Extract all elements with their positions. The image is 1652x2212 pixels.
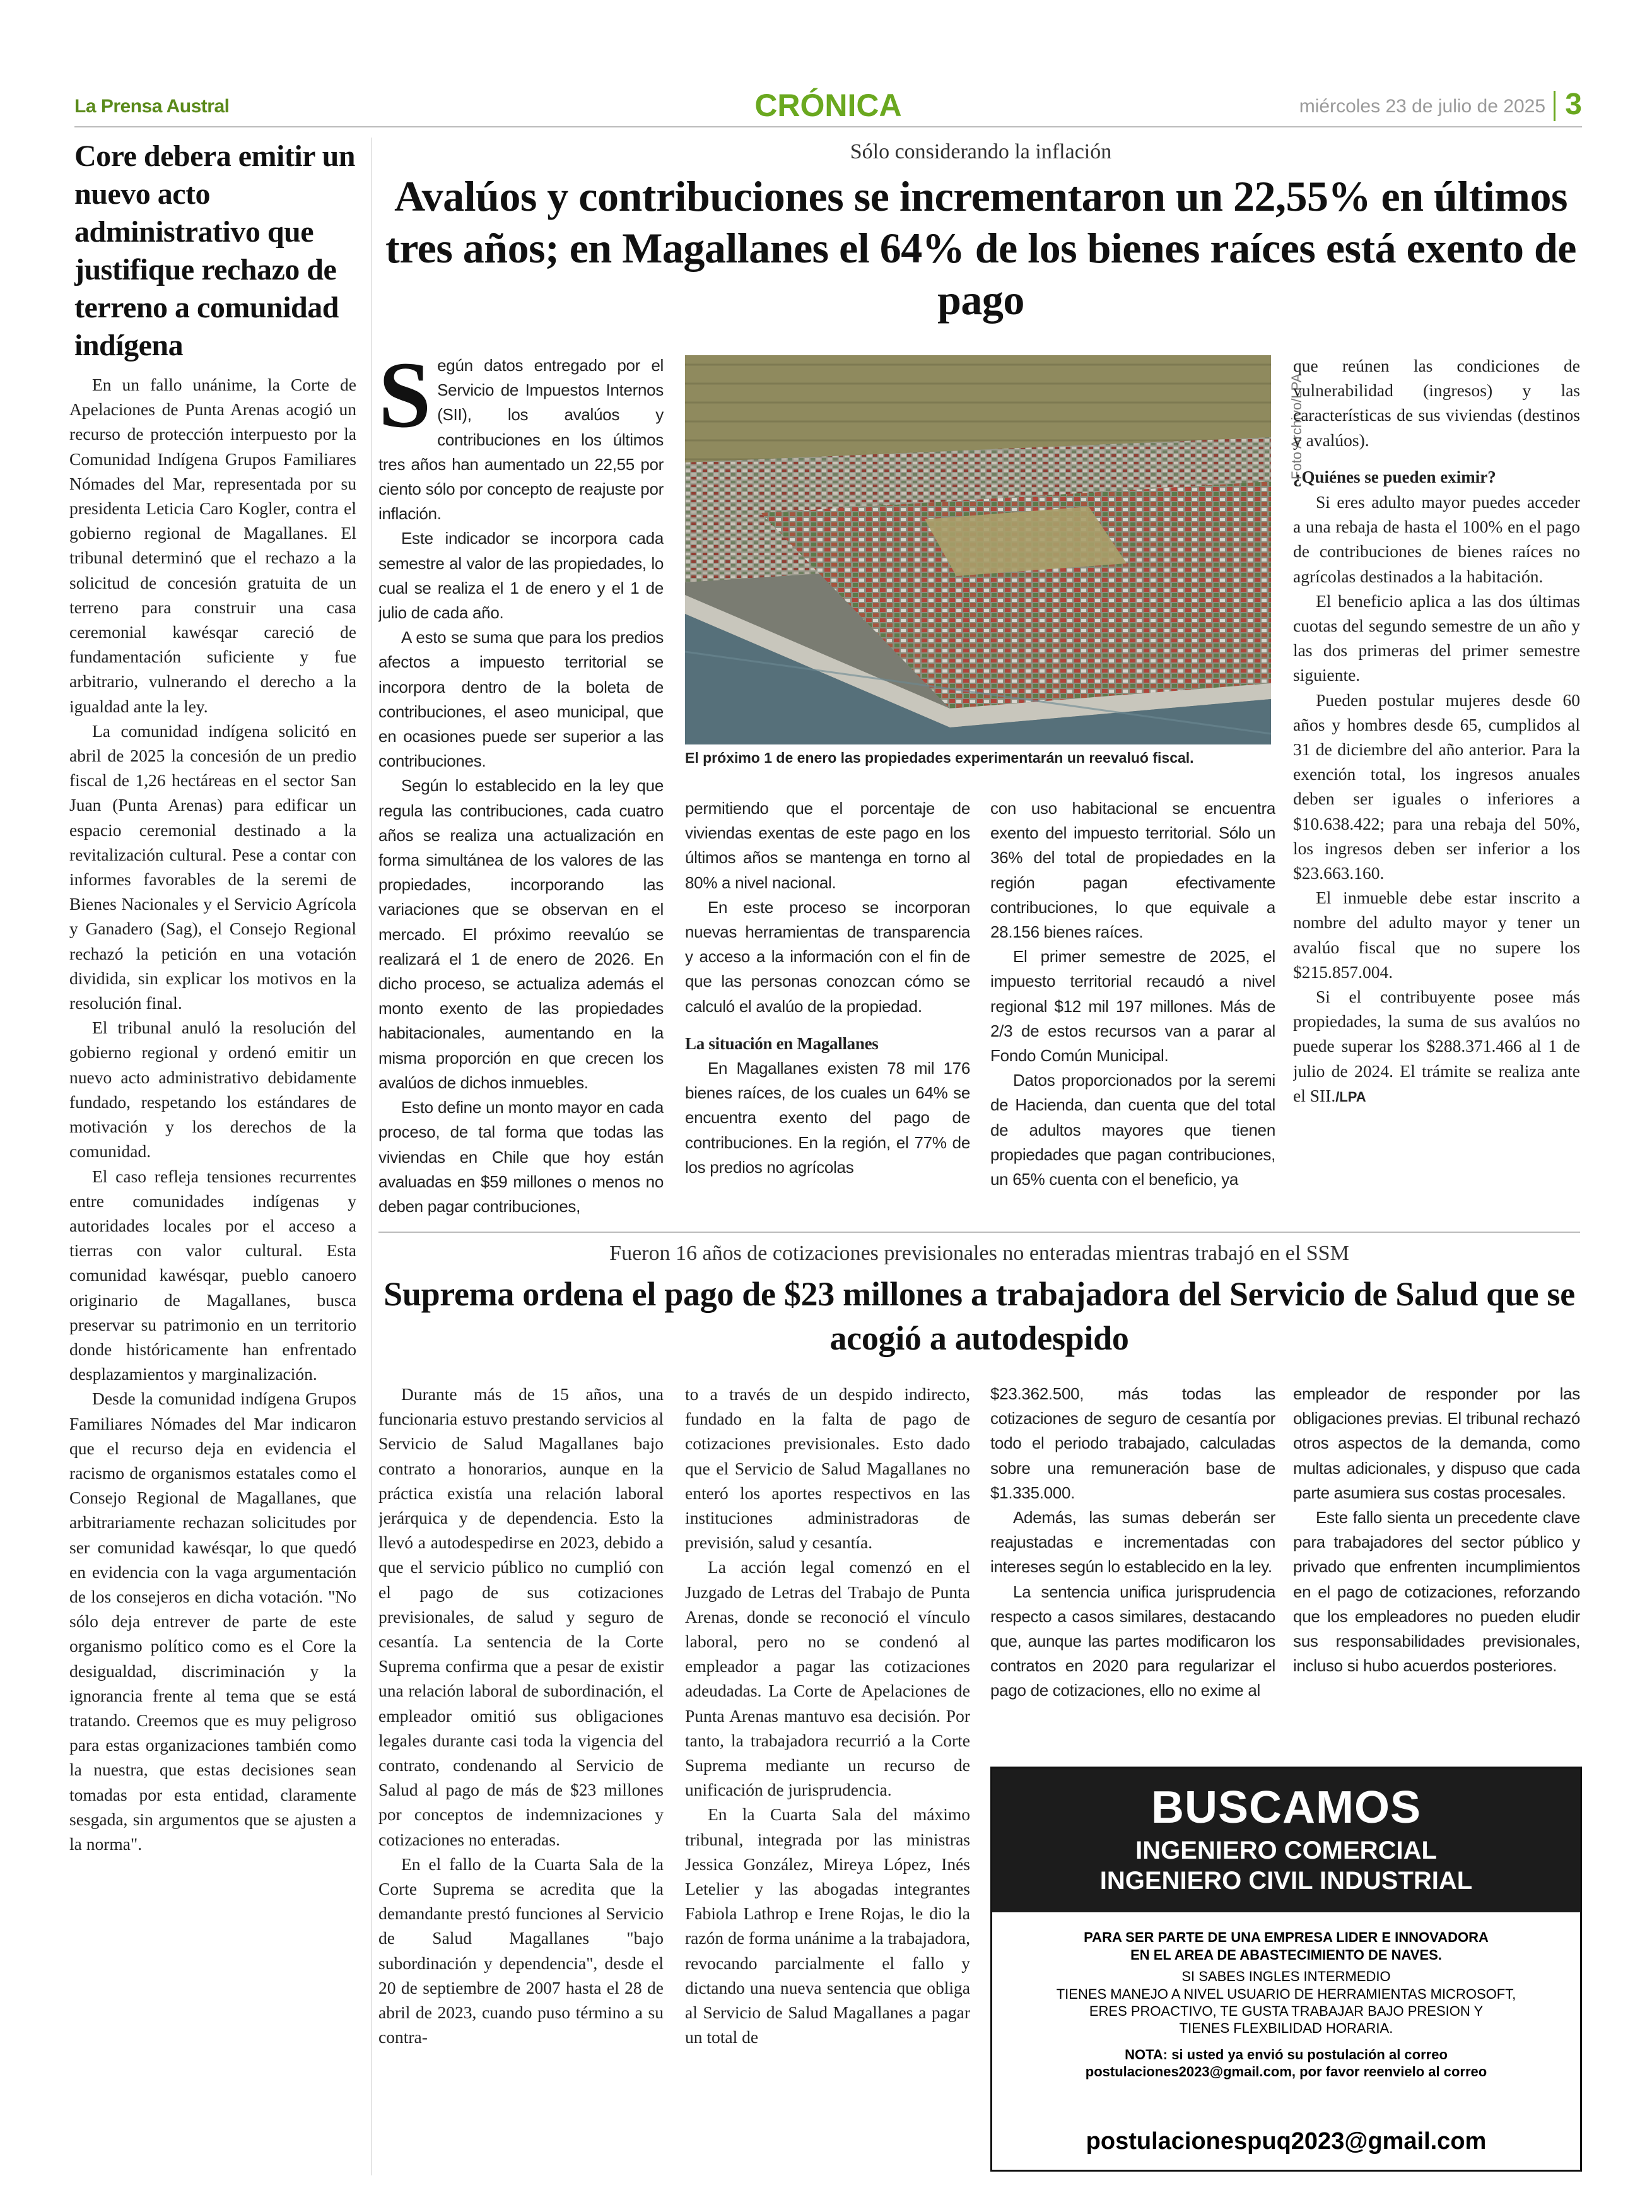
- photo-credit: Foto Archivo/LPA: [1289, 373, 1304, 479]
- left-story-paragraph: El tribunal anuló la resolución del gobierno regional y ordenó emitir un nuevo acto administrativo debidamente fundado, respetando los estándares de motivación y los derechos de la comunidad.: [69, 1018, 356, 1162]
- top-story-paragraph: permitiendo que el porcentaje de viviendas exentas de este pago en los últimos años se mantenga en torno al 80% a nivel nacional.: [685, 799, 970, 892]
- left-story-body: [69, 372, 356, 2177]
- top-story-column-1: [378, 353, 664, 1216]
- top-story-paragraph: El inmueble debe estar inscrito a nombre del adulto mayor y tener un avalúo fiscal que no supere los $215.857.004.: [1293, 888, 1580, 982]
- bottom-story-paragraph: $23.362.500, más todas las cotizaciones de seguro de cesantía por todo el periodo trabajado, calculadas sobre una remuneración base de $1.335.000.: [990, 1384, 1275, 1502]
- top-story-column-3: [990, 796, 1275, 1216]
- section-title: CRÓNICA: [754, 88, 902, 123]
- bottom-story-paragraph: Además, las sumas deberán ser reajustadas e incrementadas con intereses según lo establecido en la ley.: [990, 1508, 1275, 1577]
- top-story-lead: egún datos entregado por el Servicio de Impuestos Internos (SII), los avalúos y contribuciones en los últimos tres años han aumentado un 22,55 por ciento sólo por concepto de reajuste por inflación.: [378, 356, 664, 524]
- bottom-story-kicker: Fueron 16 años de cotizaciones previsionales no enteradas mientras trabajó en el SSM: [609, 1242, 1349, 1265]
- top-story-paragraph: El beneficio aplica a las dos últimas cuotas del segundo semestre de un año y las dos primeras del primer semestre siguiente.: [1293, 591, 1580, 685]
- header-divider: [74, 126, 1582, 127]
- ad-line: ERES PROACTIVO, TE GUSTA TRABAJAR BAJO PRESION Y: [1089, 2003, 1484, 2019]
- bottom-story-headline: Suprema ordena el pago de $23 millones a trabajadora del Servicio de Salud que se acogió a autodespido: [384, 1275, 1575, 1357]
- bottom-story-paragraph: Este fallo sienta un precedente clave para trabajadores del sector público y privado que enfrenten incumplimientos en el pago de cotizaciones, reforzando que los empleadores no pueden eludir sus responsabilidades previsionales, incluso si hubo acuerdos posteriores.: [1293, 1508, 1580, 1676]
- top-story-paragraph: Esto define un monto mayor en cada proceso, de tal forma que todas las viviendas en Chile que hoy están avaluadas en $59 millones o menos no deben pagar contribuciones,: [378, 1098, 664, 1216]
- top-story-paragraph: Pueden postular mujeres desde 60 años y hombres desde 65, cumplidos al 31 de diciembre del año anterior. Para la exención total, los ingresos anuales deben ser iguales o inferiores a $10.638.422; para una rebaja del 50%, los ingresos deben ser inferior a los $23.663.160.: [1293, 690, 1580, 883]
- ad-line: EN EL AREA DE ABASTECIMIENTO DE NAVES.: [1130, 1947, 1442, 1963]
- ad-line: TIENES FLEXBILIDAD HORARIA.: [1179, 2020, 1393, 2036]
- ad-line: SI SABES INGLES INTERMEDIO: [1181, 1968, 1391, 1984]
- drop-cap: S: [378, 353, 431, 447]
- issue-date: miércoles 23 de julio de 2025: [1299, 96, 1545, 117]
- ad-role-industrial: INGENIERO CIVIL INDUSTRIAL: [1099, 1867, 1473, 1895]
- subhead-eximir: ¿Quiénes se pueden eximir?: [1293, 467, 1496, 486]
- top-story-column-2: [685, 796, 970, 1216]
- author-signature: /LPA: [1335, 1088, 1366, 1105]
- ad-line: TIENES MANEJO A NIVEL USUARIO DE HERRAMIENTAS MICROSOFT,: [1056, 1986, 1516, 2002]
- ad-email-link[interactable]: postulacionespuq2023@gmail.com: [1086, 2128, 1487, 2155]
- bottom-story-paragraph: empleador de responder por las obligaciones previas. El tribunal rechazó otros aspectos de la demanda, como multas adicionales, y dispuso que cada parte asumiera sus costas procesales.: [1293, 1384, 1580, 1502]
- aerial-city-photo: [685, 355, 1271, 744]
- top-story-paragraph: En este proceso se incorporan nuevas herramientas de transparencia y acceso a la información con el fin de que las personas conozcan cómo se calculó el avalúo de la propiedad.: [685, 897, 970, 1016]
- bottom-story-column-3: [990, 1382, 1275, 1760]
- ad-note: NOTA: si usted ya envió su postulación al correo: [1125, 2047, 1448, 2062]
- bottom-story-column-4: [1293, 1382, 1580, 1760]
- left-story-paragraph: Desde la comunidad indígena Grupos Familiares Nómades del Mar indicaron que el recurso deja en evidencia el racismo de organismos estatales como el Consejo Regional de Magallanes, que arbitrariamente rechazan solicitudes por ser comunidad kawésqar, lo que quedó en evidencia con la vaga argumentación de los consejeros en dicha votación. "No sólo deja entrever de parte de este organismo político como es el Core la desigualdad, discriminación y la ignorancia frente al tema que se está tratando. Creemos que es muy peligroso para estas organizaciones también como la nuestra, que estas decisiones sean tomadas por esta entidad, claramente sesgada, sin argumentos que se ajusten a la norma".: [69, 1389, 356, 1854]
- left-story-paragraph: El caso refleja tensiones recurrentes entre comunidades indígenas y autoridades locales por el acceso a tierras con valor cultural. Esta comunidad kawésqar, pueblo canoero originario de Magallanes, busca preservar su patrimonio en un territorio donde históricamente han enfrentado desplazamientos y marginalización.: [69, 1166, 356, 1384]
- left-story-headline: Core debera emitir un nuevo acto administrativo que justifique rechazo de terreno a comunidad indígena: [74, 139, 355, 362]
- top-story-paragraph: En Magallanes existen 78 mil 176 bienes raíces, de los cuales un 64% se encuentra exento del pago de contribuciones. En la región, el 77% de los predios no agrícolas: [685, 1059, 970, 1177]
- top-story-paragraph: que reúnen las condiciones de vulnerabilidad (ingresos) y las características de sus viviendas (destinos y avalúos).: [1293, 356, 1580, 450]
- ad-line: PARA SER PARTE DE UNA EMPRESA LIDER E INNOVADORA: [1084, 1929, 1489, 1945]
- top-story-paragraph: El primer semestre de 2025, el impuesto territorial recaudó a nivel regional $12 mil 197 millones. Más de 2/3 de estos recursos van a parar al Fondo Común Municipal.: [990, 947, 1275, 1066]
- ad-role-commercial: INGENIERO COMERCIAL: [1135, 1837, 1437, 1864]
- top-story-paragraph: A esto se suma que para los predios afectos a impuesto territorial se incorpora dentro de la boleta de contribuciones, el aseo municipal, que en ocasiones puede ser superior a las contribuciones.: [378, 628, 664, 771]
- page-number-separator: [1554, 91, 1555, 121]
- photo-caption: El próximo 1 de enero las propiedades experimentarán un reevaluó fiscal.: [685, 750, 1194, 766]
- page-number: 3: [1565, 88, 1582, 121]
- ad-note: postulaciones2023@gmail.com, por favor reenvielo al correo: [1085, 2064, 1487, 2080]
- job-advertisement[interactable]: [990, 1767, 1582, 2172]
- top-story-paragraph: Según lo establecido en la ley que regula las contribuciones, cada cuatro años se realiza una actualización en forma simultánea de los valores de las propiedades, incorporando las variaciones que se observan en el mercado. El próximo reevalúo se realizará el 1 de enero de 2026. En dicho proceso, se actualiza además el monto exento de las propiedades habitacionales, aumentando en la misma proporción en que crecen los avalúos de dichos inmuebles.: [378, 776, 664, 1092]
- aerial-city-illustration: [685, 355, 1271, 744]
- top-story-paragraph: Si el contribuyente posee más propiedades, la suma de sus avalúos no puede superar los $288.371.466 al 1 de julio de 2024. El trámite se realiza ante el SII./LPA: [1293, 987, 1580, 1105]
- bottom-story-paragraph: to a través de un despido indirecto, fundado en la falta de pago de cotizaciones previsionales. Esto dado que el Servicio de Salud Magallanes no enteró los aportes respectivos en las instituciones administradoras de previsión, salud y cesantía.: [685, 1384, 970, 1553]
- bottom-story-column-2: [685, 1382, 970, 2177]
- column-divider: [371, 138, 372, 2175]
- top-story-paragraph: Datos proporcionados por la seremi de Hacienda, dan cuenta que del total de adultos mayores que tienen propiedades que pagan contribuciones, un 65% cuenta con el beneficio, ya: [990, 1071, 1275, 1189]
- bottom-story-paragraph: En el fallo de la Cuarta Sala de la Corte Suprema se acredita que la demandante prestó funciones al Servicio de Salud Magallanes "bajo subordinación y dependencia", desde el 20 de septiembre de 2007 hasta el 28 de abril de 2023, cuando puso término a su contra-: [378, 1854, 664, 2047]
- ad-title: BUSCAMOS: [1151, 1782, 1421, 1833]
- top-story-kicker: Sólo considerando la inflación: [850, 140, 1112, 163]
- bottom-story-paragraph: La sentencia unifica jurisprudencia respecto a casos similares, destacando que, aunque las partes modificaron los contratos en 2020 para regularizar el pago de cotizaciones, ello no exime al: [990, 1582, 1275, 1700]
- bottom-story-paragraph: La acción legal comenzó en el Juzgado de Letras del Trabajo de Punta Arenas, donde se reconoció el vínculo laboral, pero no se condenó al empleador a pagar las cotizaciones adeudadas. La Corte de Apelaciones de Punta Arenas mantuvo esa decisión. Por tanto, la trabajadora recurrió a la Corte Suprema mediante un recurso de unificación de jurisprudencia.: [685, 1557, 970, 1800]
- story-divider: [378, 1232, 1580, 1233]
- bottom-story-paragraph: Durante más de 15 años, una funcionaria estuvo prestando servicios al Servicio de Salud Magallanes bajo contrato a honorarios, aunque en la práctica existía una relación laboral jerárquica y de dependencia. Esto la llevó a autodespedirse en 2023, debido a que el servicio público no cumplió con el pago de sus cotizaciones previsionales, de salud y seguro de cesantía. La sentencia de la Corte Suprema confirma que a pesar de existir una relación laboral de subordinación, el empleador omitió sus obligaciones legales durante casi toda la vigencia del contrato, condenando al Servicio de Salud al pago de más de $23 millones por conceptos de indemnizaciones y cotizaciones no enteradas.: [378, 1384, 664, 1849]
- top-story-column-4: [1293, 353, 1580, 1216]
- bottom-story-paragraph: En la Cuarta Sala del máximo tribunal, integrada por las ministras Jessica González, Mireya López, Inés Letelier y las abogadas integrantes Fabiola Lathrop e Irene Rojas, le dio la razón de forma unánime a la trabajadora, revocando parcialmente el fallo y dictando una nueva sentencia que obliga al Servicio de Salud Magallanes a pagar un total de: [685, 1804, 970, 2047]
- top-story-paragraph: Este indicador se incorpora cada semestre al valor de las propiedades, lo cual se realiza el 1 de enero y el 1 de julio de cada año.: [378, 529, 664, 623]
- left-story-paragraph: La comunidad indígena solicitó en abril de 2025 la concesión de un predio fiscal de 1,26 hectáreas en el sector San Juan (Punta Arenas) para edificar un espacio ceremonial destinado a la revitalización cultural. Pese a contar con informes favorables de la seremi de Bienes Nacionales y el Servicio Agrícola y Ganadero (Sag), el Consejo Regional rechazó la petición en una votación dividida, sin explicar los motivos en la resolución final.: [69, 721, 356, 1013]
- bottom-story-column-1: [378, 1382, 664, 2177]
- subhead-magallanes: La situación en Magallanes: [685, 1033, 879, 1053]
- top-story-paragraph: Si eres adulto mayor puedes acceder a una rebaja de hasta el 100% en el pago de contribuciones de bienes raíces no agrícolas destinados a la habitación.: [1293, 492, 1580, 586]
- newspaper-brand[interactable]: La Prensa Austral: [74, 96, 230, 117]
- page-header: [74, 87, 1582, 126]
- top-story-paragraph: con uso habitacional se encuentra exento del impuesto territorial. Sólo un 36% del total de propiedades en la región pagan efectivamente contribuciones, lo que equivale a 28.156 bienes raíces.: [990, 799, 1275, 942]
- left-story-paragraph: En un fallo unánime, la Corte de Apelaciones de Punta Arenas acogió un recurso de protección interpuesto por la Comunidad Indígena Grupos Familiares Nómades del Mar, representada por su presidenta Leticia Caro Kogler, contra el gobierno regional de Magallanes. El tribunal determinó que el rechazo a la solicitud de concesión gratuita de un terreno para construir una casa ceremonial kawésqar careció de fundamentación suficiente y fue arbitrario, vulnerando el derecho a la igualdad ante la ley.: [69, 375, 356, 716]
- ad-banner: [992, 1768, 1580, 1912]
- top-story-headline: Avalúos y contribuciones se incrementaron un 22,55% en últimos tres años; en Magallanes el 64% de los bienes raíces está exento de pago: [385, 172, 1576, 324]
